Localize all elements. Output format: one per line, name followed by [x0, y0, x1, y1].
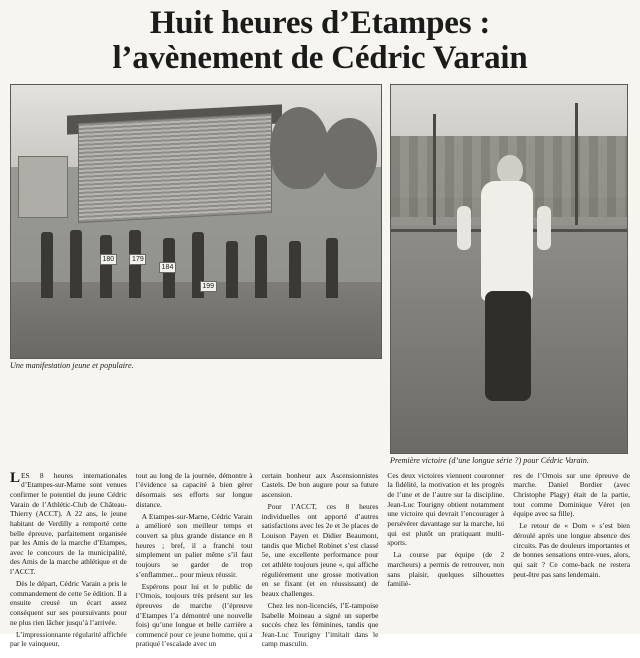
runner-body-8: [255, 235, 267, 298]
page-title: [0, 0, 640, 80]
tree-1: [270, 107, 329, 189]
paragraph: [513, 471, 630, 519]
runner-body-10: [326, 238, 338, 298]
paragraph-text: Pour l’ACCT, ces 8 heures individuelles ont apporté d’autres satisfactions avec les 2e et 3e places de Louison Payen et Didier Beaumont, tandis que Michel Robinet s’est classé 5e, une excellente performance pour cet athlète toujours jeune «, qui affiche régulièrement une grosse motivation en se fixant (et en réussissant) de beaux challenges.: [261, 502, 379, 598]
runner-body-7: [226, 241, 238, 298]
paragraph: [513, 521, 630, 579]
dropcap: L: [10, 469, 21, 486]
runner-bib-number: 180: [100, 254, 117, 265]
runner-bib-number: 199: [200, 281, 217, 292]
paragraph-text: La course par équipe (de 2 marcheurs) a permis de retrouver, non sans plaisir, quelques silhouettes familiè-: [387, 550, 505, 589]
tree-2: [322, 118, 378, 189]
paragraph-text: Chez les non-licenciés, l’E-tampoise Isabelle Moineau a signé un superbe succès chez les féminines, tandis que Jean-Luc Tourigny l’imitait dans le camp masculin.: [261, 600, 379, 649]
runner-bib-number: 179: [129, 254, 146, 265]
utility-pole-1: [433, 114, 436, 239]
runner-legs: [485, 291, 531, 401]
body-column-2: [136, 471, 253, 652]
runner-body-1: [41, 232, 53, 298]
photo-winner-illustration: [391, 85, 627, 453]
paragraph-text: L’impressionnante régularité affichée par le vainqueur,: [10, 629, 127, 649]
paragraph: [136, 512, 253, 579]
paragraph: [262, 502, 379, 598]
paragraph-text: tout au long de la journée, démontre à l’évidence sa capacité à bien gérer désormais ses efforts sur longue distance.: [135, 470, 253, 509]
runner-bib-number: 184: [159, 262, 176, 273]
article-body: [0, 468, 640, 658]
runner-body-9: [289, 241, 301, 298]
paragraph: [262, 601, 379, 649]
paragraph-text: Ces deux victoires viennent couronner la fidélité, la motivation et les progrès de l’une et de l’autre sur la discipline. Jean-Luc Tourigny obtient notamment une victoire qui devrait l’encourager à persévérer davantage sur la marche, lui qui est plutôt un pratiquant multi-sports.: [387, 470, 505, 548]
paragraph: [10, 471, 127, 577]
photo-start-line-illustration: [11, 85, 381, 358]
headline-line-1: Huit heures d’Etampes :: [149, 5, 491, 41]
paragraph-text: ES 8 heures internationales d’Etampes-sur-Marne sont venues confirmer le potentiel du jeune Cédric Varain de l’Athlétic-Club de Château-Thierry (ACCT). A 22 ans, le jeune habitant de Verdilly a remporté cette belle épreuve, parfaitement organisée par les Amis de la marche d’Etampes, avec le concours de la municipalité, des Amis de la marche athlétique et de l’ACCT.: [10, 470, 127, 577]
photo-left-block: [10, 84, 382, 468]
headline-line-2: l’avènement de Cédric Varain: [112, 39, 528, 76]
runner-body-2: [70, 230, 82, 298]
photo-right-caption: Première victoire (d’une longue série ?) pour Cédric Varain.: [390, 455, 589, 465]
paragraph: [136, 582, 253, 649]
photo-right-block: [390, 84, 628, 468]
photo-left-caption: Une manifestation jeune et populaire.: [10, 360, 134, 370]
grandstand: [78, 113, 272, 223]
paragraph-text: Le retour de « Dom » s’est bien déroulé après une longue absence des circuits. Pas de douleurs importantes et de bonnes sensations entre-vues, alors, qui sait ? Ce come-back ne restera peut-être pas sans lendemain.: [513, 521, 630, 579]
runner-arm-left: [457, 206, 471, 250]
paragraph: [387, 471, 504, 548]
paragraph: [10, 630, 127, 649]
paragraph-text: certain bonheur aux Ascensionnistes Castels. De bon augure pour sa future ascension.: [261, 470, 379, 500]
runner-body-3: [100, 235, 112, 298]
runner-arm-right: [537, 206, 551, 250]
body-column-3: [262, 471, 379, 652]
paragraph: [387, 550, 504, 589]
runner-torso: [481, 181, 533, 301]
body-column-1: [10, 471, 127, 652]
photo-winner: [390, 84, 628, 454]
body-column-5: [513, 471, 630, 652]
paragraph: [136, 471, 253, 510]
photo-row: [0, 80, 640, 468]
body-column-4: [387, 471, 504, 652]
building-left: [18, 156, 68, 218]
paragraph: [10, 579, 127, 627]
paragraph-text: res de l’Omois sur une épreuve de marche. Daniel Bordier (avec Christophe Plagy) était de la partie, tout comme Dominique Véret (en équipe avec sa fille).: [513, 470, 630, 519]
paragraph-text: A Etampes-sur-Marne, Cédric Varain a amélioré son meilleur temps et couvert sa plus grande distance en 8 heures ; bref, il a franchi tout simplement un palier même s’il faut toujours se garder de trop s’enflammer... pour mieux réussir.: [135, 511, 253, 579]
paragraph-text: Dès le départ, Cédric Varain a pris le commandement de cette 5e édition. Il a ensuite creusé un écart assez conséquent sur ses poursuivants pour ne plus rien lâcher jusqu’à l’arrivée.: [10, 579, 127, 627]
photo-start-line: [10, 84, 382, 359]
utility-pole-2: [575, 103, 578, 224]
paragraph: [262, 471, 379, 500]
paragraph-text: Espérons pour lui et le public de l’Omois, toujours très présent sur les épreuves de marche (l’épreuve d’Etampes l’a démontré une nouvelle fois) qu’une longue et belle carrière a commencé pour ce jeune homme, qui a pratiqué l’escalade avec un: [135, 581, 253, 649]
